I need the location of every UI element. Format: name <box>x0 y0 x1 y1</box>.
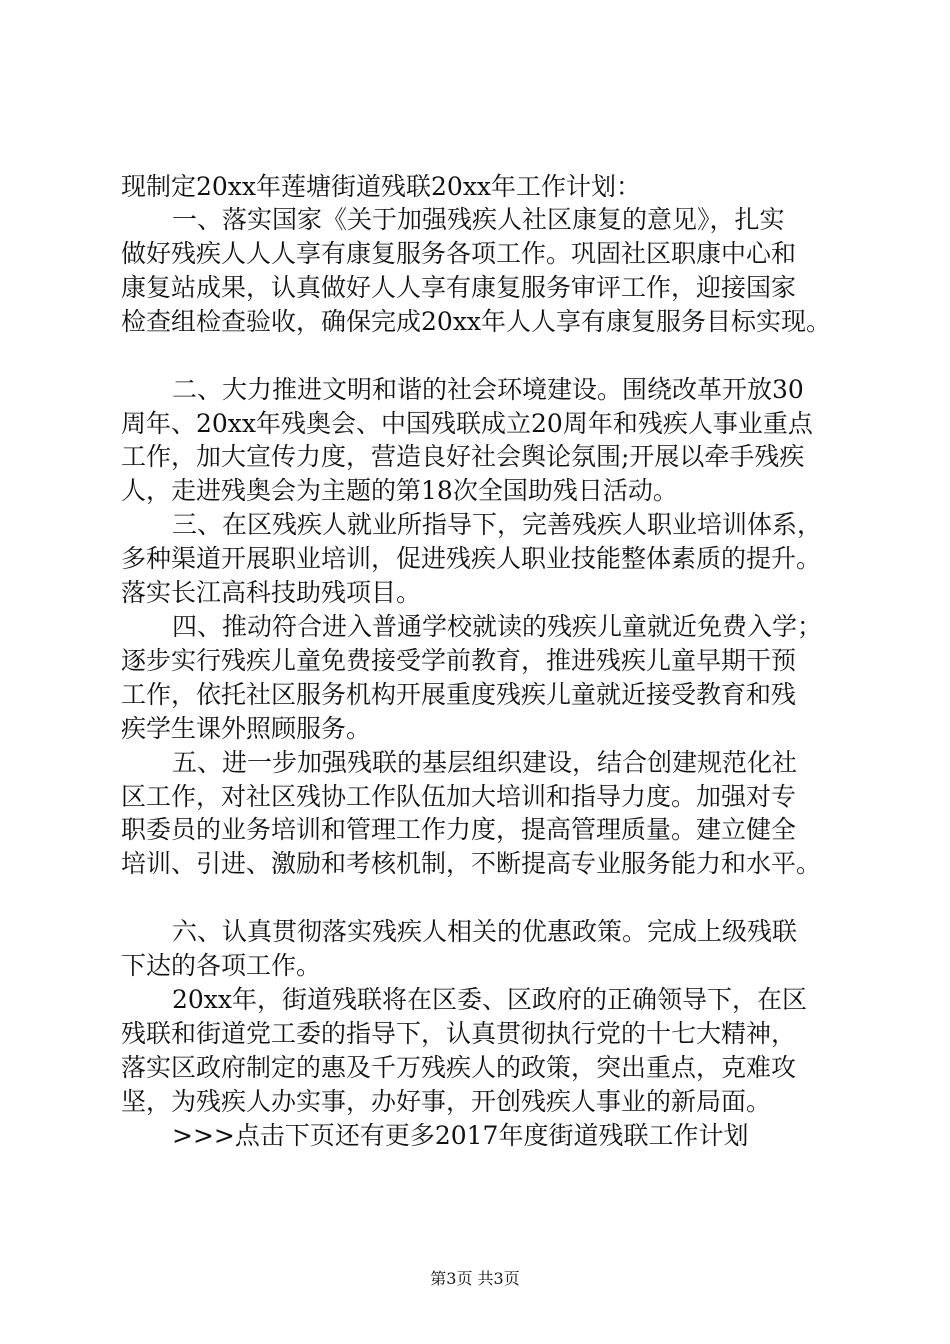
text-line: 康复站成果，认真做好人人享有康复服务审评工作，迎接国家 <box>121 273 797 302</box>
next-page-link[interactable]: >>>点击下页还有更多2017年度街道残联工作计划 <box>172 1121 749 1150</box>
text-line: 残联和街道党工委的指导下，认真贯彻执行党的十七大精神， <box>121 1019 797 1048</box>
text-line: 工作，加大宣传力度，营造良好社会舆论氛围;开展以牵手残疾 <box>121 442 805 471</box>
text-line: 人，走进残奥会为主题的第18次全国助残日活动。 <box>121 476 678 505</box>
text-line: 五、进一步加强残联的基层组织建设，结合创建规范化社 <box>172 748 798 777</box>
text-line: 疾学生课外照顾服务。 <box>121 714 372 743</box>
text-line: 落实长江高科技助残项目。 <box>121 578 422 607</box>
text-line: 检查组检查验收，确保完成20xx年人人享有康复服务目标实现。 <box>121 307 832 336</box>
text-line: 六、认真贯彻落实残疾人相关的优惠政策。完成上级残联 <box>172 917 798 946</box>
text-line: 下达的各项工作。 <box>121 951 322 980</box>
text-line: 四、推动符合进入普通学校就读的残疾儿童就近免费入学； <box>172 612 823 641</box>
text-line: 二、大力推进文明和谐的社会环境建设。围绕改革开放30 <box>172 375 804 404</box>
text-line: 职委员的业务培训和管理工作力度，提高管理质量。建立健全 <box>121 815 797 844</box>
text-line: 区工作，对社区残协工作队伍加大培训和指导力度。加强对专 <box>121 782 797 811</box>
text-line: 培训、引进、激励和考核机制，不断提高专业服务能力和水平。 <box>121 849 822 878</box>
text-line: 现制定20xx年莲塘街道残联20xx年工作计划： <box>121 172 642 201</box>
text-line: 三、在区残疾人就业所指导下，完善残疾人职业培训体系， <box>172 510 823 539</box>
text-line: 多种渠道开展职业培训，促进残疾人职业技能整体素质的提升。 <box>121 544 822 573</box>
text-line: 逐步实行残疾儿童免费接受学前教育，推进残疾儿童早期干预 <box>121 646 797 675</box>
page-number: 第3页 共3页 <box>430 1269 520 1288</box>
text-line: 坚，为残疾人办实事，办好事，开创残疾人事业的新局面。 <box>121 1087 772 1116</box>
text-line: 一、落实国家《关于加强残疾人社区康复的意见》，扎实 <box>172 205 785 234</box>
text-line: 20xx年，街道残联将在区委、区政府的正确领导下，在区 <box>172 985 808 1014</box>
text-line: 周年、20xx年残奥会、中国残联成立20周年和残疾人事业重点 <box>121 409 813 438</box>
text-line: 工作，依托社区服务机构开展重度残疾儿童就近接受教育和残 <box>121 680 797 709</box>
text-line: 做好残疾人人人享有康复服务各项工作。巩固社区职康中心和 <box>121 239 797 268</box>
text-line: 落实区政府制定的惠及千万残疾人的政策，突出重点，克难攻 <box>121 1053 797 1082</box>
